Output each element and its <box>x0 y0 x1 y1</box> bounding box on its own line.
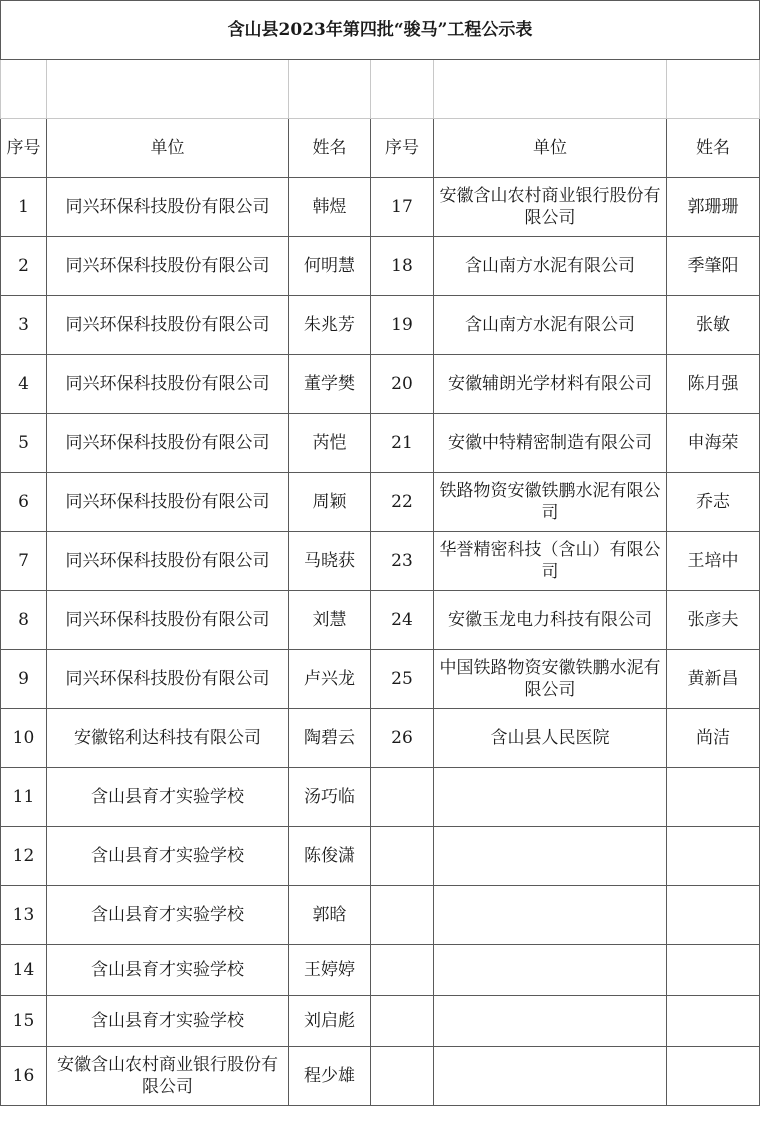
table-row <box>1 473 760 532</box>
left-unit-cell: 安徽含山农村商业银行股份有限公司 <box>47 1047 289 1106</box>
header-right-unit: 单位 <box>434 119 667 178</box>
right-unit-cell: 铁路物资安徽铁鹏水泥有限公司 <box>434 473 667 532</box>
left-seq-cell: 5 <box>1 414 47 473</box>
left-seq-cell: 16 <box>1 1047 47 1106</box>
header-left-seq: 序号 <box>1 119 47 178</box>
right-name-cell: 张敏 <box>667 296 760 355</box>
left-seq-cell: 8 <box>1 591 47 650</box>
table-row <box>1 827 760 886</box>
table-row <box>1 591 760 650</box>
right-seq-cell: 21 <box>371 414 434 473</box>
left-unit-cell: 同兴环保科技股份有限公司 <box>47 473 289 532</box>
left-unit-cell: 安徽铭利达科技有限公司 <box>47 709 289 768</box>
blank-cell <box>289 60 371 119</box>
left-name-cell: 刘慧 <box>289 591 371 650</box>
page-title: 含山县2023年第四批“骏马”工程公示表 <box>1 1 760 60</box>
left-unit-cell: 同兴环保科技股份有限公司 <box>47 237 289 296</box>
right-unit-cell: 安徽辅朗光学材料有限公司 <box>434 355 667 414</box>
left-name-cell: 周颖 <box>289 473 371 532</box>
left-name-cell: 陶碧云 <box>289 709 371 768</box>
right-seq-cell <box>371 1047 434 1106</box>
right-unit-cell <box>434 827 667 886</box>
left-name-cell: 王婷婷 <box>289 945 371 996</box>
left-unit-cell: 含山县育才实验学校 <box>47 886 289 945</box>
table-row <box>1 650 760 709</box>
right-seq-cell <box>371 827 434 886</box>
left-name-cell: 朱兆芳 <box>289 296 371 355</box>
right-seq-cell: 24 <box>371 591 434 650</box>
right-name-cell: 申海荣 <box>667 414 760 473</box>
left-unit-cell: 含山县育才实验学校 <box>47 996 289 1047</box>
left-unit-cell: 同兴环保科技股份有限公司 <box>47 591 289 650</box>
left-name-cell: 芮恺 <box>289 414 371 473</box>
blank-row <box>1 60 760 119</box>
blank-cell <box>434 60 667 119</box>
right-unit-cell: 含山南方水泥有限公司 <box>434 237 667 296</box>
right-unit-cell: 华誉精密科技（含山）有限公司 <box>434 532 667 591</box>
left-unit-cell: 含山县育才实验学校 <box>47 768 289 827</box>
blank-cell <box>47 60 289 119</box>
right-seq-cell: 18 <box>371 237 434 296</box>
left-seq-cell: 12 <box>1 827 47 886</box>
header-left-unit: 单位 <box>47 119 289 178</box>
right-name-cell <box>667 1047 760 1106</box>
left-seq-cell: 10 <box>1 709 47 768</box>
left-unit-cell: 同兴环保科技股份有限公司 <box>47 355 289 414</box>
right-seq-cell: 26 <box>371 709 434 768</box>
header-left-name: 姓名 <box>289 119 371 178</box>
header-row <box>1 119 760 178</box>
right-seq-cell: 19 <box>371 296 434 355</box>
right-seq-cell <box>371 996 434 1047</box>
left-unit-cell: 同兴环保科技股份有限公司 <box>47 178 289 237</box>
left-seq-cell: 7 <box>1 532 47 591</box>
header-right-seq: 序号 <box>371 119 434 178</box>
table-row <box>1 709 760 768</box>
left-name-cell: 卢兴龙 <box>289 650 371 709</box>
right-name-cell: 王培中 <box>667 532 760 591</box>
right-unit-cell: 安徽含山农村商业银行股份有限公司 <box>434 178 667 237</box>
right-unit-cell <box>434 996 667 1047</box>
blank-cell <box>371 60 434 119</box>
left-name-cell: 郭晗 <box>289 886 371 945</box>
left-name-cell: 刘启彪 <box>289 996 371 1047</box>
right-name-cell: 陈月强 <box>667 355 760 414</box>
table-row <box>1 1047 760 1106</box>
table-row <box>1 945 760 996</box>
right-seq-cell: 23 <box>371 532 434 591</box>
left-unit-cell: 含山县育才实验学校 <box>47 945 289 996</box>
right-unit-cell: 含山县人民医院 <box>434 709 667 768</box>
left-seq-cell: 14 <box>1 945 47 996</box>
left-seq-cell: 9 <box>1 650 47 709</box>
left-seq-cell: 6 <box>1 473 47 532</box>
right-seq-cell <box>371 945 434 996</box>
right-unit-cell: 安徽玉龙电力科技有限公司 <box>434 591 667 650</box>
left-seq-cell: 4 <box>1 355 47 414</box>
right-name-cell: 郭珊珊 <box>667 178 760 237</box>
left-unit-cell: 同兴环保科技股份有限公司 <box>47 532 289 591</box>
table-row <box>1 178 760 237</box>
right-seq-cell: 20 <box>371 355 434 414</box>
right-unit-cell <box>434 945 667 996</box>
table-row <box>1 996 760 1047</box>
table-row <box>1 768 760 827</box>
right-name-cell: 季肇阳 <box>667 237 760 296</box>
left-unit-cell: 同兴环保科技股份有限公司 <box>47 650 289 709</box>
table-row <box>1 414 760 473</box>
right-unit-cell: 含山南方水泥有限公司 <box>434 296 667 355</box>
right-name-cell <box>667 996 760 1047</box>
left-name-cell: 韩煜 <box>289 178 371 237</box>
left-seq-cell: 3 <box>1 296 47 355</box>
left-unit-cell: 同兴环保科技股份有限公司 <box>47 414 289 473</box>
left-name-cell: 董学樊 <box>289 355 371 414</box>
left-unit-cell: 含山县育才实验学校 <box>47 827 289 886</box>
left-seq-cell: 11 <box>1 768 47 827</box>
right-name-cell: 乔志 <box>667 473 760 532</box>
table-row <box>1 532 760 591</box>
right-seq-cell <box>371 886 434 945</box>
left-name-cell: 何明慧 <box>289 237 371 296</box>
right-name-cell <box>667 827 760 886</box>
header-right-name: 姓名 <box>667 119 760 178</box>
right-name-cell <box>667 886 760 945</box>
right-unit-cell <box>434 1047 667 1106</box>
blank-cell <box>667 60 760 119</box>
right-unit-cell <box>434 886 667 945</box>
right-name-cell: 张彦夫 <box>667 591 760 650</box>
right-seq-cell: 25 <box>371 650 434 709</box>
table-row <box>1 355 760 414</box>
left-name-cell: 汤巧临 <box>289 768 371 827</box>
table-row <box>1 237 760 296</box>
left-name-cell: 程少雄 <box>289 1047 371 1106</box>
right-name-cell: 尚洁 <box>667 709 760 768</box>
table-row <box>1 886 760 945</box>
right-unit-cell: 中国铁路物资安徽铁鹏水泥有限公司 <box>434 650 667 709</box>
right-name-cell <box>667 768 760 827</box>
left-seq-cell: 2 <box>1 237 47 296</box>
right-unit-cell: 安徽中特精密制造有限公司 <box>434 414 667 473</box>
right-seq-cell: 17 <box>371 178 434 237</box>
left-name-cell: 陈俊潇 <box>289 827 371 886</box>
blank-cell <box>1 60 47 119</box>
left-seq-cell: 13 <box>1 886 47 945</box>
table-row <box>1 296 760 355</box>
right-name-cell: 黄新昌 <box>667 650 760 709</box>
left-name-cell: 马晓获 <box>289 532 371 591</box>
right-seq-cell <box>371 768 434 827</box>
left-unit-cell: 同兴环保科技股份有限公司 <box>47 296 289 355</box>
left-seq-cell: 15 <box>1 996 47 1047</box>
right-unit-cell <box>434 768 667 827</box>
right-seq-cell: 22 <box>371 473 434 532</box>
right-name-cell <box>667 945 760 996</box>
left-seq-cell: 1 <box>1 178 47 237</box>
